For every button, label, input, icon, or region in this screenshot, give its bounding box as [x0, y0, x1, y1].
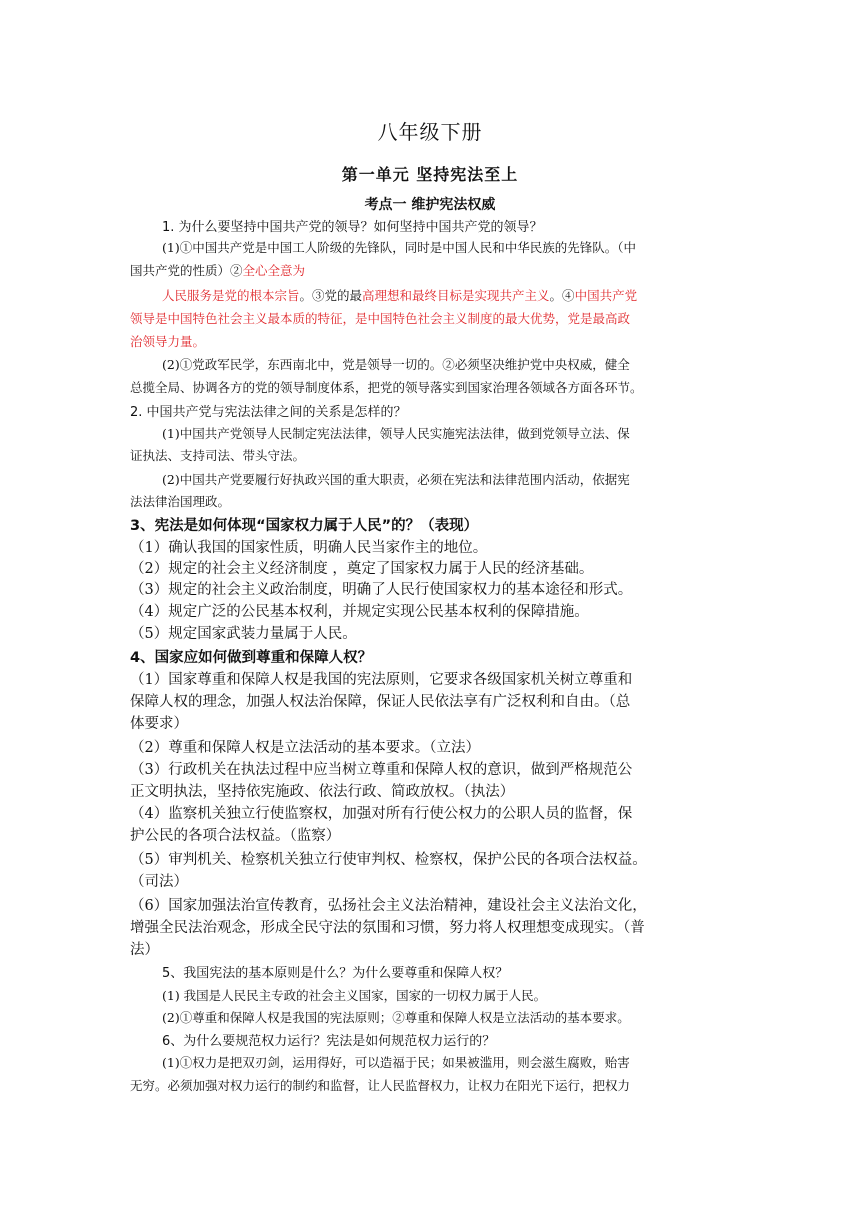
q4-item-6-line2: 增强全民法治观念，形成全民守法的氛围和习惯，努力将人权理想变成现实。（普 [130, 920, 645, 936]
kaodian-heading: 考点一 维护宪法权威 [364, 197, 496, 213]
q3-item-1: （1）确认我国的国家性质，明确人民当家作主的地位。 [130, 540, 488, 556]
q1-red-text: 中国共产党 [574, 288, 638, 303]
q3-title: 3、宪法是如何体现“国家权力属于人民”的？（表现） [130, 518, 479, 534]
q4-item-6-line3: 法） [130, 942, 159, 958]
q4-item-5-line1: （5）审判机关、检察机关独立行使审判权、检察权，保护公民的各项合法权益。 [130, 852, 647, 868]
q2-p2-line1: (2)中国共产党要履行好执政兴国的重大职责，必须在宪法和法律范围内活动，依据宪 [162, 472, 630, 487]
q1-p1-line4: 领导是中国特色社会主义最本质的特征，是中国特色社会主义制度的最大优势，党是最高政 [130, 311, 631, 326]
q1-red-text: 高理想和最终目标是实现共产主义 [362, 288, 550, 303]
q4-item-6-line1: （6）国家加强法治宣传教育，弘扬社会主义法治精神，建设社会主义法治文化， [130, 898, 647, 914]
q6-item-1-line2: 无穷。必须加强对权力运行的制约和监督，让人民监督权力，让权力在阳光下运行，把权力 [130, 1078, 631, 1093]
q1-p1-line2-text: 国共产党的性质）② [130, 263, 243, 278]
q1-title: 1. 为什么要坚持中国共产党的领导？如何坚持中国共产党的领导？ [162, 220, 543, 235]
q1-red-text: 人民服务是党的根本宗旨 [162, 288, 300, 303]
q2-title: 2. 中国共产党与宪法法律之间的关系是怎样的？ [130, 405, 407, 420]
q4-item-3-line2: 正文明执法，坚持依宪施政、依法行政、简政放权。（执法） [130, 784, 515, 800]
q1-p1-line5: 治领导力量。 [130, 334, 206, 349]
q4-item-2: （2）尊重和保障人权是立法活动的基本要求。（立法） [130, 740, 480, 756]
q1-p1-line3 [162, 286, 762, 304]
q1-p1-line3-text: 。③党的最 [299, 288, 363, 303]
q1-p2-line1: (2)①党政军民学，东西南北中，党是领导一切的。②必须坚决维护党中央权威，健全 [162, 357, 630, 372]
q2-p1-line2: 证执法、支持司法、带头守法。 [130, 448, 306, 463]
q1-p1-line2 [130, 261, 730, 279]
q4-item-1-line2: 保障人权的理念，加强人权法治保障，保证人民依法享有广泛权利和自由。（总 [130, 694, 631, 710]
q5-title: 5、我国宪法的基本原则是什么？为什么要尊重和保障人权？ [162, 966, 509, 981]
q4-item-4-line1: （4）监察机关独立行使监察权，加强对所有行使公权力的公职人员的监督，保 [130, 806, 633, 822]
q4-item-5-line2: （司法） [130, 874, 188, 890]
q1-p1-line3-text: 。④ [549, 288, 575, 303]
q3-item-3: （3）规定的社会主义政治制度，明确了人民行使国家权力的基本途径和形式。 [130, 582, 633, 598]
q3-item-4: （4）规定广泛的公民基本权利，并规定实现公民基本权利的保障措施。 [130, 604, 589, 620]
unit-title: 第一单元 坚持宪法至上 [341, 165, 519, 184]
grade-title: 八年级下册 [377, 120, 483, 144]
q1-p1-line1: (1)①中国共产党是中国工人阶级的先锋队，同时是中国人民和中华民族的先锋队。（中 [162, 240, 636, 255]
q4-title: 4、国家应如何做到尊重和保障人权？ [130, 650, 373, 666]
q1-red-text: 全心全意为 [242, 263, 306, 278]
q2-p2-line2: 法法律治国理政。 [130, 494, 231, 509]
q1-p2-line2: 总揽全局、协调各方的党的领导制度体系，把党的领导落实到国家治理各领域各方面各环节。 [130, 380, 643, 395]
q4-item-1-line1: （1）国家尊重和保障人权是我国的宪法原则，它要求各级国家机关树立尊重和 [130, 672, 633, 688]
q3-item-2: （2）规定的社会主义经济制度 ，奠定了国家权力属于人民的经济基础。 [130, 561, 594, 577]
q5-item-2: (2)①尊重和保障人权是我国的宪法原则；②尊重和保障人权是立法活动的基本要求。 [162, 1010, 630, 1025]
q5-item-1: (1) 我国是人民民主专政的社会主义国家，国家的一切权力属于人民。 [162, 988, 547, 1003]
q6-title: 6、为什么要规范权力运行？宪法是如何规范权力运行的？ [162, 1034, 496, 1049]
q6-item-1-line1: (1)①权力是把双刃剑，运用得好，可以造福于民；如果被滥用，则会滋生腐败，贻害 [162, 1055, 630, 1070]
q3-item-5: （5）规定国家武装力量属于人民。 [130, 626, 357, 642]
q2-p1-line1: (1)中国共产党领导人民制定宪法法律，领导人民实施宪法法律，做到党领导立法、保 [162, 426, 630, 441]
q4-item-1-line3: 体要求） [130, 716, 188, 732]
q4-item-3-line1: （3）行政机关在执法过程中应当树立尊重和保障人权的意识，做到严格规范公 [130, 762, 633, 778]
q4-item-4-line2: 护公民的各项合法权益。（监察） [130, 828, 341, 844]
